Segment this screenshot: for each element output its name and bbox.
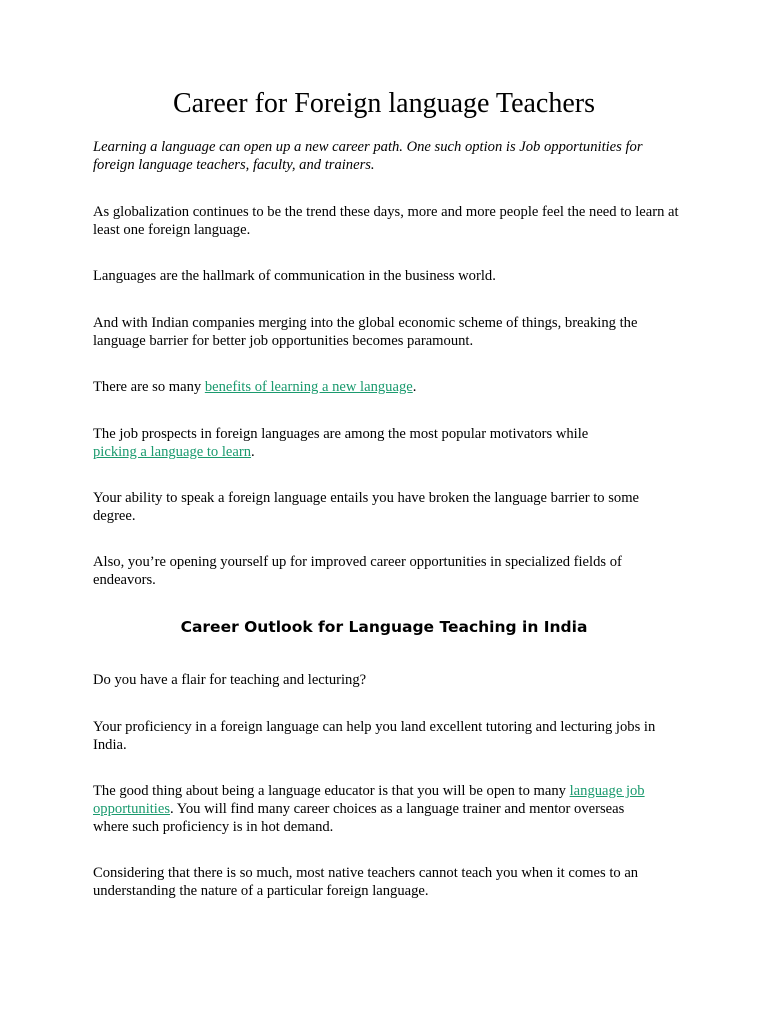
paragraph-ability: Your ability to speak a foreign language entails you have broken the language barrier to some degree.: [93, 490, 640, 524]
paragraph-text: .: [251, 444, 255, 460]
paragraph-job-prospects: [93, 425, 623, 461]
paragraph-opening: Also, you’re opening yourself up for improved career opportunities in specialized fields of endeavors.: [93, 554, 622, 588]
paragraph-indian-companies: And with Indian companies merging into the global economic scheme of things, breaking the language barrier for better job opportunities becomes paramount.: [93, 315, 638, 349]
section-heading: Career Outlook for Language Teaching in India: [180, 618, 588, 636]
document-title: Career for Foreign language Teachers: [173, 88, 595, 119]
paragraph-text: . You will find many career choices as a language trainer and mentor overseas where such proficiency is in hot demand.: [93, 801, 625, 835]
paragraph-flair: Do you have a flair for teaching and lecturing?: [93, 672, 367, 688]
language-job-opportunities-link[interactable]: language job opportunities: [93, 783, 645, 817]
benefits-link[interactable]: benefits of learning a new language: [204, 379, 413, 395]
paragraph-native-teachers: Considering that there is so much, most native teachers cannot teach you when it comes to an understanding the nature of a particular foreign language.: [93, 865, 639, 899]
paragraph-proficiency: Your proficiency in a foreign language can help you land excellent tutoring and lecturing jobs in India.: [93, 719, 656, 753]
picking-language-link[interactable]: picking a language to learn: [93, 444, 252, 460]
paragraph-text: .: [412, 379, 417, 395]
paragraph-text: The good thing about being a language educator is that you will be open to many: [93, 783, 570, 799]
paragraph-text: The job prospects in foreign languages are among the most popular motivators while: [93, 426, 589, 442]
paragraph-hallmark: Languages are the hallmark of communication in the business world.: [93, 268, 496, 284]
paragraph-benefits: [93, 378, 683, 396]
paragraph-globalization: As globalization continues to be the trend these days, more and more people feel the need to learn at least one foreign language.: [93, 204, 679, 238]
paragraph-educator: [93, 782, 653, 836]
paragraph-text: There are so many: [93, 379, 205, 395]
intro-paragraph: Learning a language can open up a new career path. One such option is Job opportunities for foreign language teachers, faculty, and trainers.: [93, 139, 643, 173]
